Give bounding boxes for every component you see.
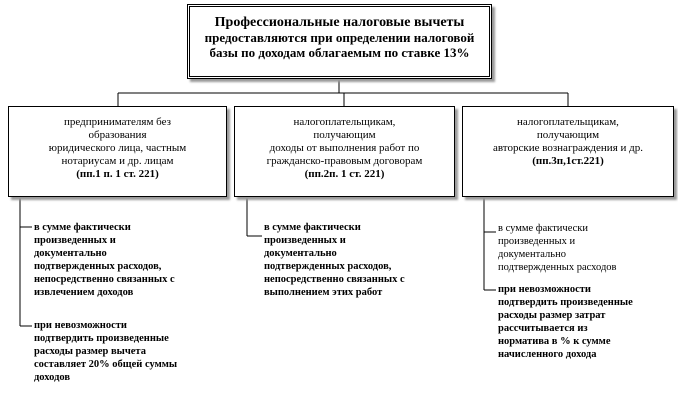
category-civil-contracts-box: [234, 106, 455, 197]
category-text: доходы от выполнения работ по: [269, 142, 420, 154]
detail-line: подтвердить произведенные: [34, 333, 169, 344]
category-text: юридического лица, частным: [48, 142, 187, 154]
category-text: получающим: [536, 129, 600, 141]
detail-line: произведенных и: [34, 235, 116, 246]
detail-line: рассчитывается из: [498, 323, 588, 334]
category-text: авторские вознаграждения и др.: [493, 142, 643, 154]
detail-line: в сумме фактически: [498, 223, 589, 234]
detail-line: документально: [498, 249, 566, 260]
category-reference: (пп.3п,1ст.221): [532, 155, 604, 167]
category-author-fees-box: [462, 106, 674, 197]
title-line-2: предоставляются при определении налоговой: [204, 30, 475, 45]
category-reference: (пп.2п. 1 ст. 221): [304, 168, 385, 180]
category-text: получающим: [313, 129, 376, 141]
category-text: нотариусам и др. лицам: [61, 155, 174, 167]
detail-line: подтвержденных расходов,: [264, 261, 392, 272]
detail-line: произведенных и: [498, 236, 576, 247]
detail-line: подтвердить произведенные: [498, 297, 633, 308]
category-text: налогоплательщикам,: [293, 116, 396, 128]
category-reference: (пп.1 п. 1 ст. 221): [76, 168, 159, 180]
detail-line: выполнением этих работ: [264, 287, 383, 298]
detail-line: составляет 20% общей суммы: [34, 359, 178, 370]
detail-line: доходов: [34, 372, 71, 383]
category-text: образования: [88, 129, 147, 141]
category-entrepreneurs-box: [8, 106, 227, 197]
detail-line: документально: [34, 248, 107, 259]
detail-line: при невозможности: [34, 320, 127, 331]
category-text: предпринимателям без: [63, 116, 171, 128]
detail-line: извлечением доходов: [34, 287, 134, 298]
detail-line: расходы размер вычета: [34, 346, 146, 357]
detail-line: подтвержденных расходов,: [34, 261, 162, 272]
detail-left-item-2: [34, 319, 234, 384]
detail-line: произведенных и: [264, 235, 346, 246]
detail-line: непосредственно связанных с: [264, 274, 405, 285]
detail-right-item-1: [498, 222, 676, 274]
detail-line: непосредственно связанных с: [34, 274, 175, 285]
detail-line: расходы размер затрат: [498, 310, 606, 321]
category-text: налогоплательщикам,: [517, 116, 619, 128]
title-line-1: Профессиональные налоговые вычеты: [214, 15, 465, 30]
detail-line: норматива в % к сумме: [498, 336, 611, 347]
category-text: гражданско-правовым договорам: [266, 155, 423, 167]
detail-left-item-1: [34, 221, 234, 299]
title-line-3: базы по доходам облагаемым по ставке 13%: [209, 45, 470, 60]
detail-line: документально: [264, 248, 337, 259]
detail-line: подтвержденных расходов: [498, 262, 617, 273]
detail-line: начисленного дохода: [498, 349, 597, 360]
detail-line: в сумме фактически: [34, 222, 131, 233]
detail-right-item-2: [498, 283, 676, 361]
detail-line: при невозможности: [498, 284, 591, 295]
detail-line: в сумме фактически: [264, 222, 361, 233]
main-title-box: [187, 4, 492, 79]
detail-middle-item-1: [264, 221, 464, 299]
